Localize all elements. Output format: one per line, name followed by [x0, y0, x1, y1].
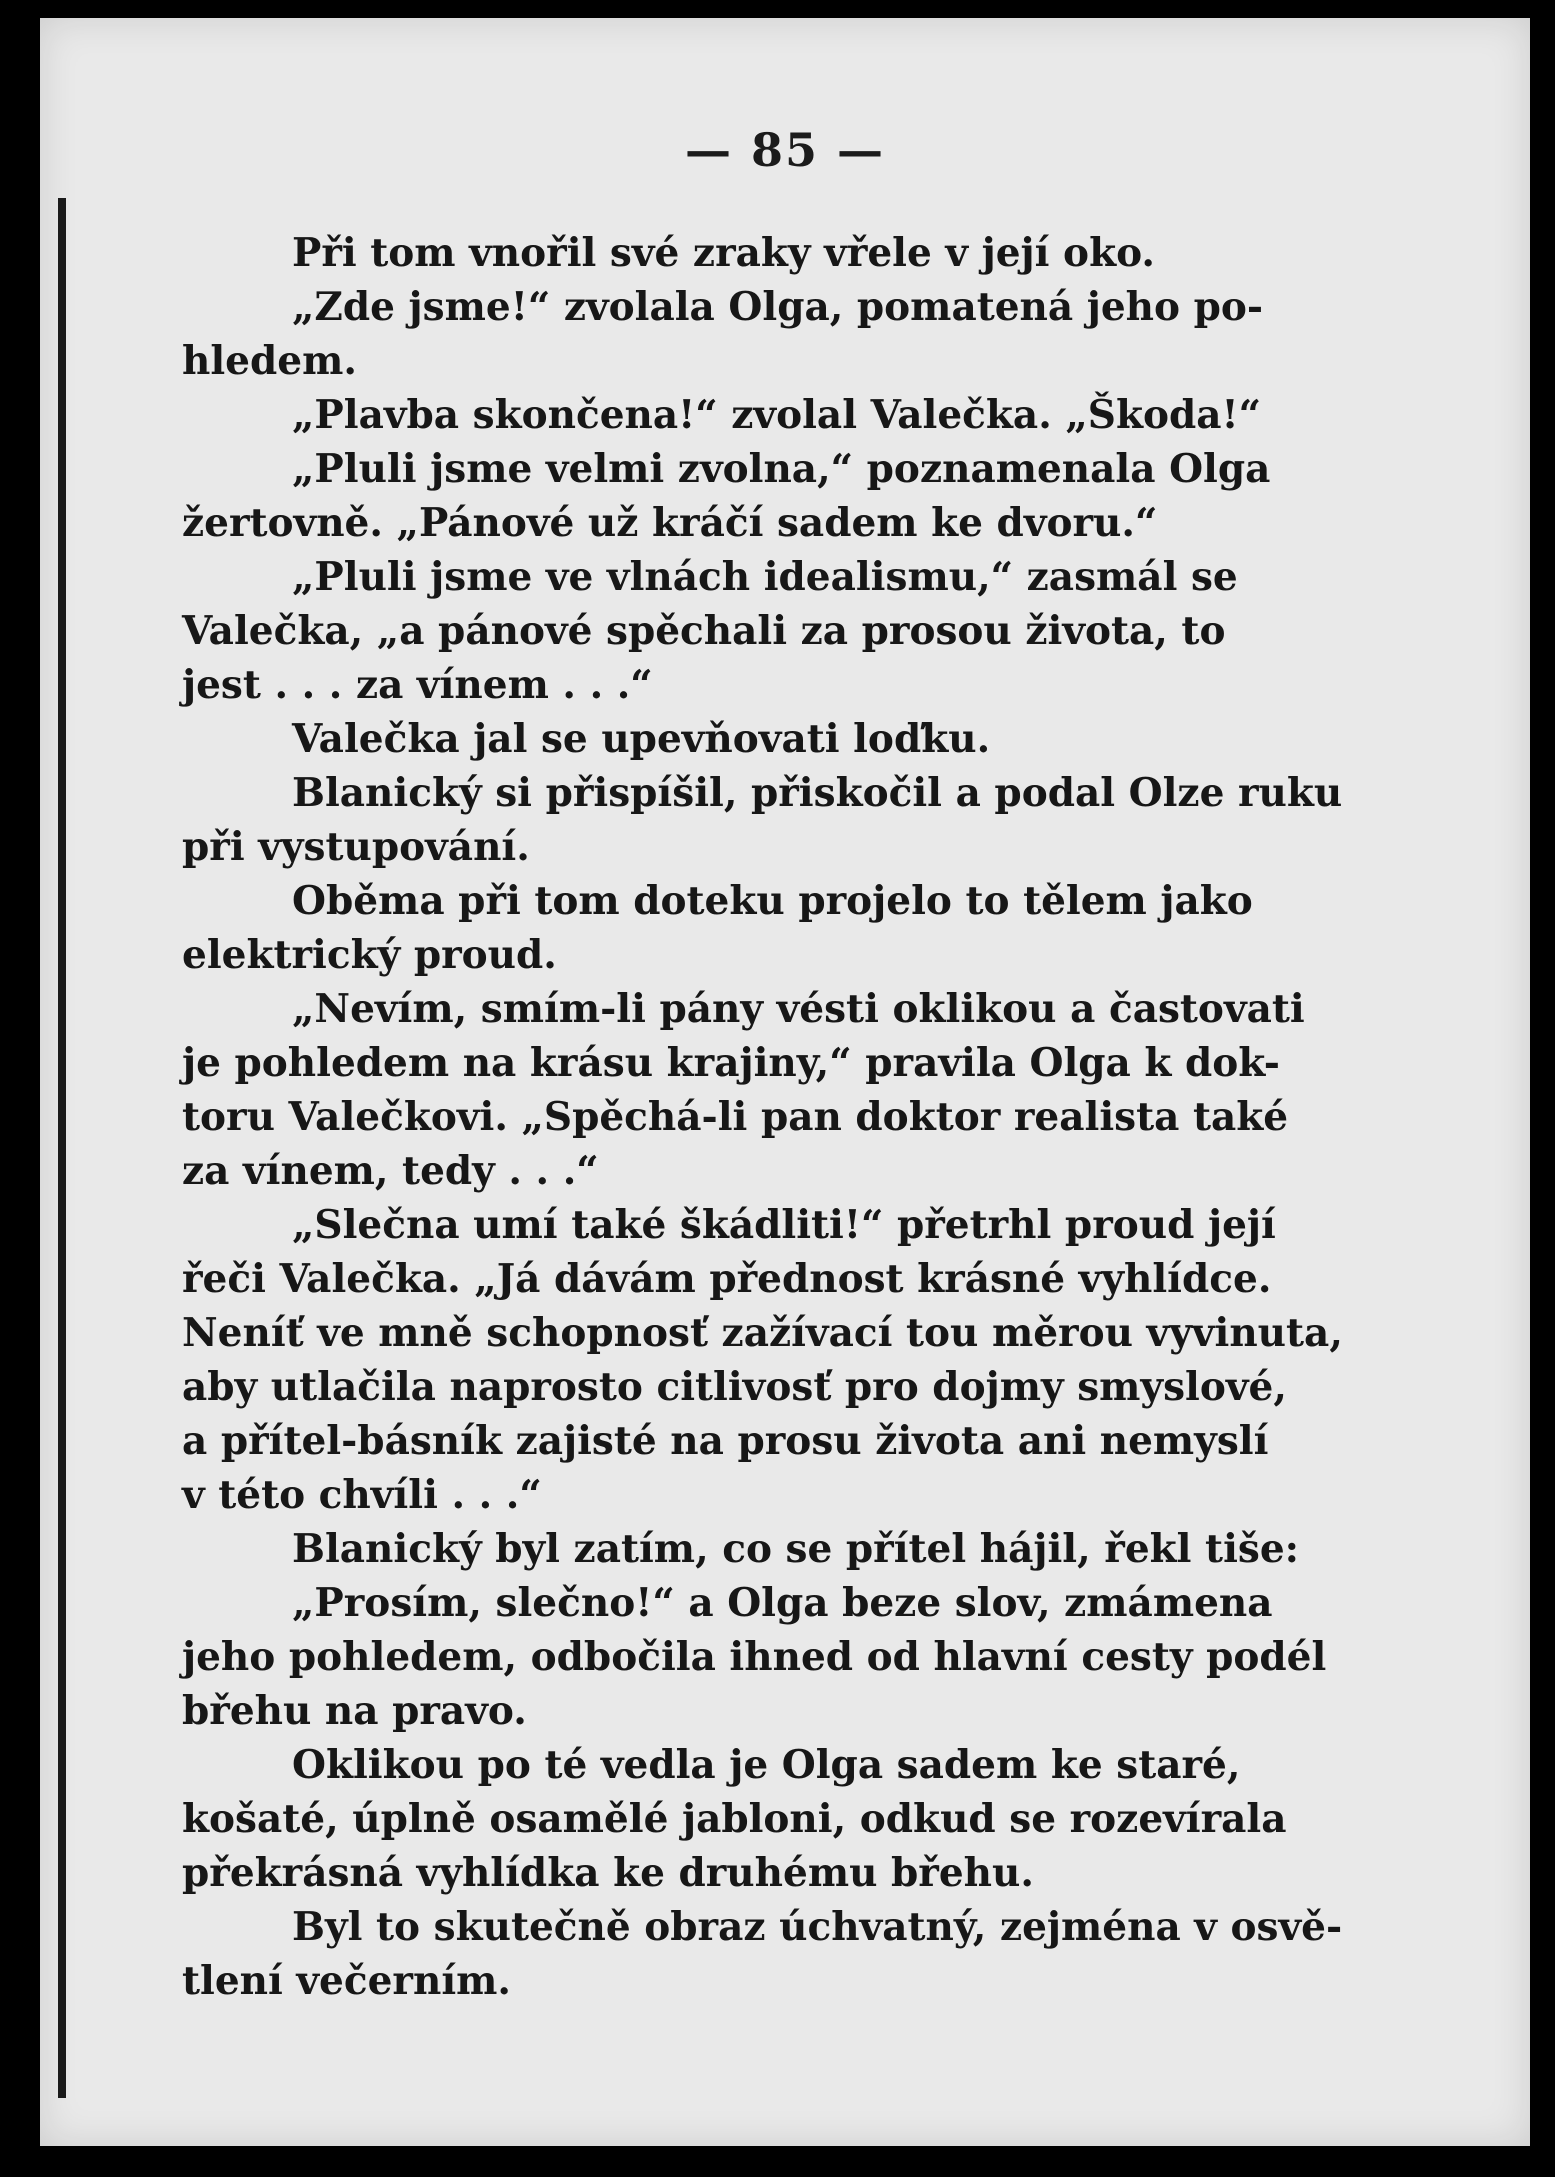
text-line: v této chvíli . . .“: [182, 1472, 542, 1518]
text-line: tlení večerním.: [182, 1958, 511, 2004]
text-line: Byl to skutečně obraz úchvatný, zejména v osvě-: [292, 1904, 1343, 1950]
text-line: „Nevím, smím-li pány vésti oklikou a častovati: [292, 986, 1305, 1032]
text-line: Při tom vnořil své zraky vřele v její oko.: [292, 230, 1155, 276]
text-line: toru Valečkovi. „Spěchá-li pan doktor realista také: [182, 1094, 1289, 1140]
text-line: „Pluli jsme ve vlnách idealismu,“ zasmál se: [292, 554, 1238, 600]
text-line: košaté, úplně osamělé jabloni, odkud se rozevírala: [182, 1796, 1287, 1842]
text-line: při vystupování.: [182, 824, 530, 870]
text-line: Blanický si přispíšil, přiskočil a podal Olze ruku: [292, 770, 1343, 816]
body-text: [182, 226, 1410, 2008]
text-line: překrásná vyhlídka ke druhému břehu.: [182, 1850, 1034, 1896]
text-line: Neníť ve mně schopnosť zažívací tou měrou vyvinuta,: [182, 1310, 1343, 1356]
text-line: elektrický proud.: [182, 932, 557, 978]
text-line: „Zde jsme!“ zvolala Olga, pomatená jeho po-: [292, 284, 1264, 330]
book-page: [40, 18, 1530, 2146]
text-line: „Slečna umí také škádliti!“ přetrhl proud její: [292, 1202, 1276, 1248]
text-line: žertovně. „Pánové už kráčí sadem ke dvoru.“: [182, 500, 1158, 546]
page-binding-edge: [58, 198, 66, 2098]
text-line: hledem.: [182, 338, 357, 384]
text-line: Oklikou po té vedla je Olga sadem ke staré,: [292, 1742, 1241, 1788]
text-line: a přítel-básník zajisté na prosu života ani nemyslí: [182, 1418, 1269, 1464]
text-line: břehu na pravo.: [182, 1688, 527, 1734]
text-line: „Prosím, slečno!“ a Olga beze slov, zmámena: [292, 1580, 1273, 1626]
text-line: Valečka, „a pánové spěchali za prosou života, to: [182, 608, 1226, 654]
text-line: jest . . . za vínem . . .“: [182, 662, 653, 708]
text-line: řeči Valečka. „Já dávám přednost krásné vyhlídce.: [182, 1256, 1272, 1302]
text-line: je pohledem na krásu krajiny,“ pravila Olga k dok-: [182, 1040, 1280, 1086]
page-number: — 85 —: [684, 123, 886, 177]
text-line: aby utlačila naprosto citlivosť pro dojmy smyslové,: [182, 1364, 1287, 1410]
text-line: za vínem, tedy . . .“: [182, 1148, 599, 1194]
text-line: jeho pohledem, odbočila ihned od hlavní cesty podél: [182, 1634, 1327, 1680]
text-line: „Pluli jsme velmi zvolna,“ poznamenala Olga: [292, 446, 1271, 492]
text-line: Valečka jal se upevňovati loďku.: [292, 716, 991, 762]
text-line: Blanický byl zatím, co se přítel hájil, řekl tiše:: [292, 1526, 1300, 1572]
text-line: „Plavba skončena!“ zvolal Valečka. „Škoda!“: [292, 392, 1262, 438]
text-line: Oběma při tom doteku projelo to tělem jako: [292, 878, 1253, 924]
